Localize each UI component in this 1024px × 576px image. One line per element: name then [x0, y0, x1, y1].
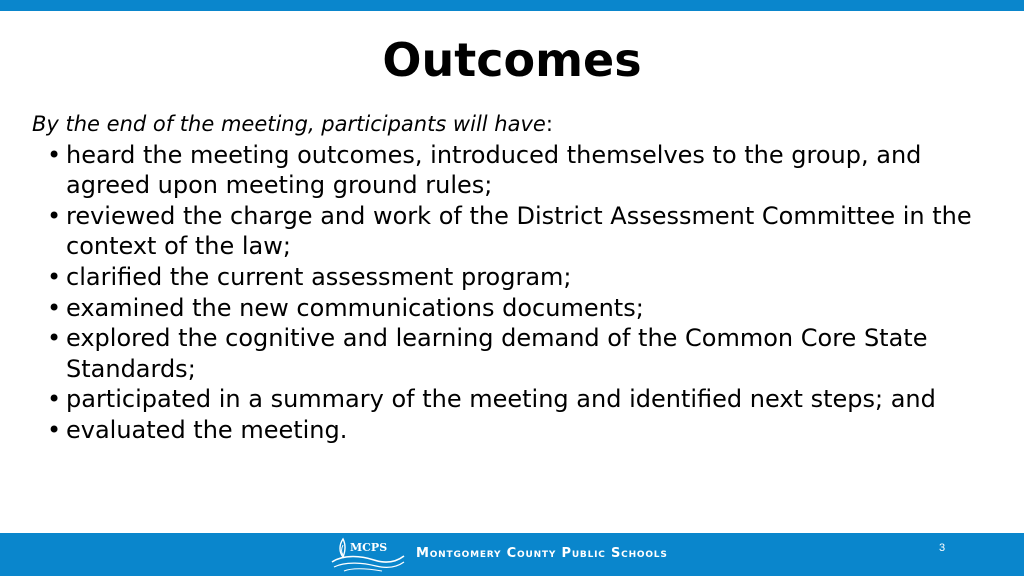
- intro-colon: :: [545, 112, 553, 136]
- list-item: [32, 415, 1007, 446]
- bullet-icon: •: [47, 262, 62, 291]
- slide-title: Outcomes: [382, 33, 642, 87]
- bullet-icon: •: [47, 385, 62, 414]
- list-item-text: heard the meeting outcomes, introduced themselves to the group, and agreed upon meeting ground rules;: [66, 140, 922, 200]
- bullet-icon: •: [47, 140, 62, 169]
- list-item: [32, 201, 1007, 262]
- list-item-text: participated in a summary of the meeting and identified next steps; and: [66, 385, 936, 414]
- list-item-text: evaluated the meeting.: [66, 415, 348, 444]
- bullet-icon: •: [47, 201, 62, 230]
- list-item: [32, 293, 1007, 324]
- bullet-icon: •: [47, 293, 62, 322]
- top-accent-bar: [0, 0, 1024, 11]
- bullet-icon: •: [47, 415, 62, 444]
- list-item: [32, 323, 1007, 384]
- list-item-text: examined the new communications documents;: [66, 293, 644, 322]
- intro-text: By the end of the meeting, participants will have: [32, 112, 546, 136]
- page-number: 3: [938, 542, 946, 554]
- organization-name: Montgomery County Public Schools: [416, 546, 668, 561]
- list-item: [32, 140, 1007, 201]
- mcps-logo: [330, 536, 406, 574]
- list-item-text: reviewed the charge and work of the District Assessment Committee in the context of the law;: [66, 201, 972, 261]
- footer-bar: [0, 533, 1024, 576]
- list-item-text: explored the cognitive and learning demand of the Common Core State Standards;: [66, 324, 928, 383]
- list-item-text: clarified the current assessment program;: [66, 262, 572, 291]
- list-item: [32, 384, 1007, 415]
- list-item: [32, 262, 1007, 293]
- outcomes-list: [32, 140, 1007, 446]
- logo-text: MCPS: [350, 541, 388, 554]
- slide-body: [32, 109, 1007, 446]
- intro-line: [32, 109, 1007, 140]
- bullet-icon: •: [47, 324, 62, 353]
